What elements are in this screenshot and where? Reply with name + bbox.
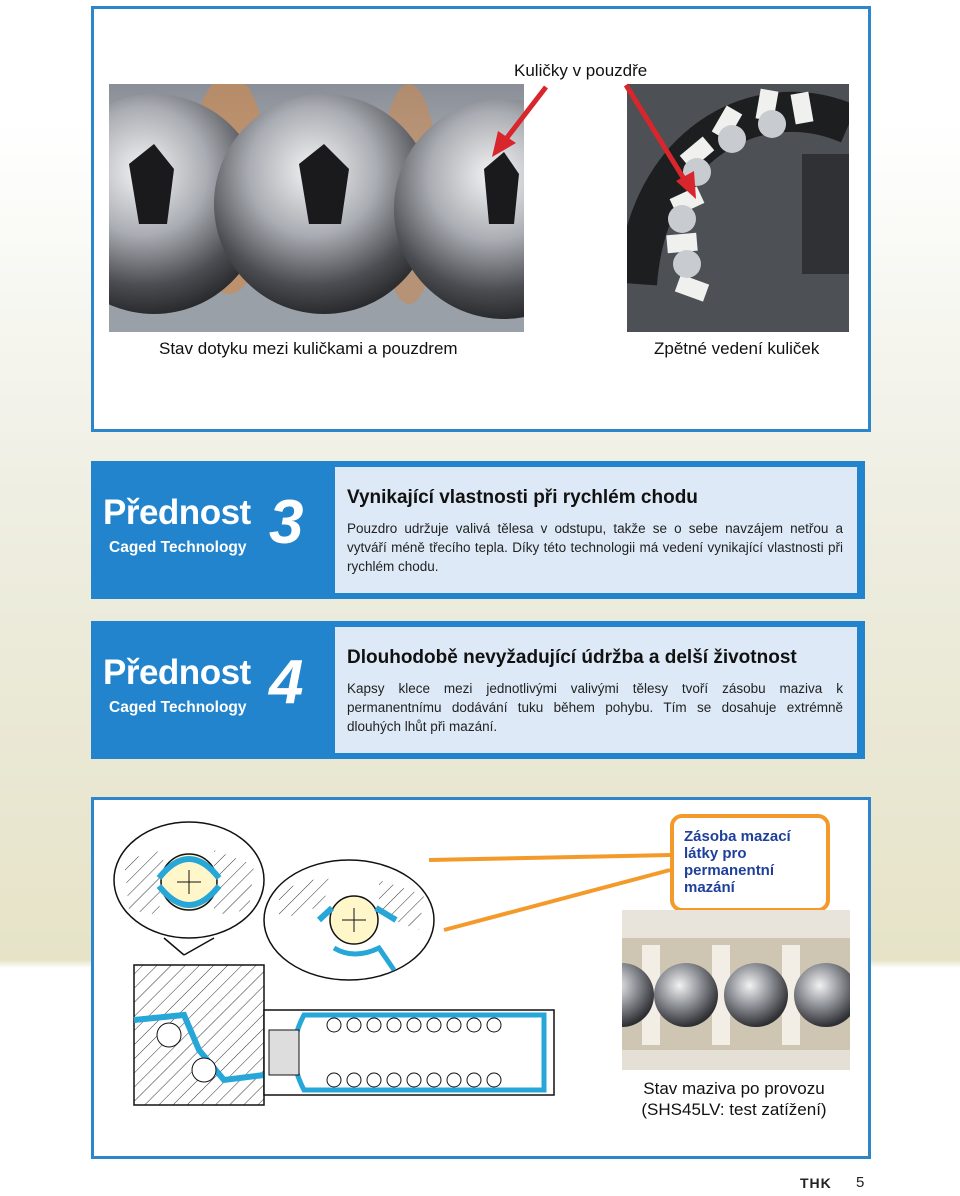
callout-text: Zásoba mazací látky pro permanentní mazání: [684, 828, 791, 896]
advantage-4-heading: Dlouhodobě nevyžadující údržba a delší životnost: [347, 647, 797, 668]
advantage-3-content: [335, 467, 857, 593]
balls-in-cage-label: Kuličky v pouzdře: [514, 61, 648, 80]
red-arrows: [94, 9, 868, 259]
advantage-4-body: Kapsy klece mezi jednotlivými valivými tělesy tvoří zásobu maziva k permanentnímu dodávání tuku během pohybu. Tím se dosahuje extrémně dlouhých lhůt při mazání.: [347, 681, 843, 734]
advantage-3-band: [91, 461, 865, 599]
advantage-3-body: Pouzdro udržuje valivá tělesa v odstupu, takže se o sebe navzájem netřou a vytváří méně třecího tepla. Díky této technologii má vedení vynikající vlastnosti při rychlém chodu.: [347, 521, 843, 574]
caption-lubricant-state: Stav maziva po provozu (SHS45LV: test zatížení): [641, 1079, 827, 1119]
advantage-4-band: [91, 621, 865, 759]
advantage-title: Přednost: [103, 493, 251, 532]
advantage-number: 3: [269, 488, 304, 557]
advantage-subtitle: Caged Technology: [109, 699, 247, 716]
advantage-title: Přednost: [103, 653, 251, 692]
advantage-subtitle: Caged Technology: [109, 539, 247, 556]
advantage-number: 4: [269, 648, 304, 717]
advantage-3-heading: Vynikající vlastnosti při rychlém chodu: [347, 487, 698, 508]
photo-lubricant-state: [622, 910, 850, 1070]
advantage-4-content: [335, 627, 857, 753]
caption-contact-state: Stav dotyku mezi kuličkami a pouzdrem: [159, 339, 458, 358]
thk-logo: THK: [800, 1175, 832, 1191]
page-number: 5: [856, 1174, 865, 1191]
caption-ball-return: Zpětné vedení kuliček: [654, 339, 820, 358]
photo-frame-bottom: [91, 797, 871, 1159]
photo-frame-top: [91, 6, 871, 432]
